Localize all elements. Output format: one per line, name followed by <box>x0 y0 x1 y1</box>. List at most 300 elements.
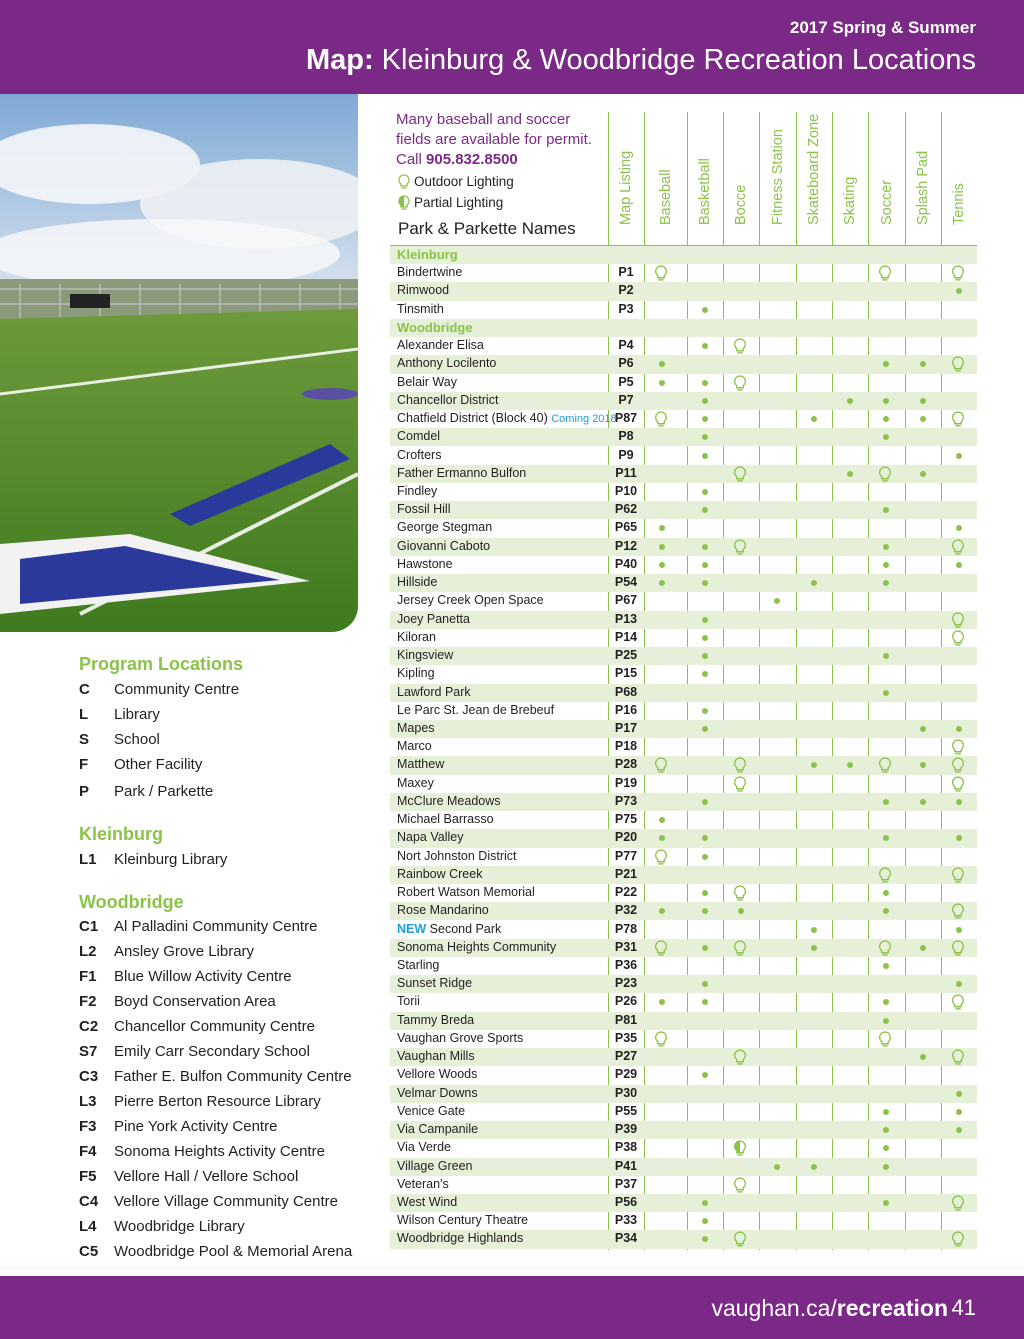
facility-cell <box>723 556 759 574</box>
map-listing: P5 <box>618 374 634 389</box>
available-dot-icon <box>883 799 889 805</box>
outdoor-lighting-icon <box>951 630 965 647</box>
park-name-text: Tinsmith <box>397 301 444 316</box>
facility-cell <box>941 975 977 993</box>
facility-cell <box>723 1048 759 1066</box>
outdoor-lighting-icon <box>951 539 965 556</box>
facility-cell <box>796 392 832 410</box>
available-dot-icon <box>659 908 665 914</box>
facility-cell <box>832 282 868 300</box>
facility-cell <box>905 1030 941 1048</box>
available-dot-icon <box>702 1218 708 1224</box>
facility-cell <box>832 902 868 920</box>
facility-cell <box>941 1030 977 1048</box>
facility-cell <box>832 811 868 829</box>
outdoor-lighting-icon <box>878 757 892 774</box>
facility-cell <box>796 465 832 483</box>
park-name-text: Hawstone <box>397 556 453 571</box>
outdoor-lighting-icon <box>733 539 747 556</box>
map-listing: P25 <box>614 648 638 663</box>
facility-cell <box>905 1194 941 1212</box>
map-listing: P35 <box>614 1030 638 1045</box>
table-row <box>390 793 977 811</box>
facility-cell <box>687 811 723 829</box>
location-code: L4 <box>79 1218 97 1235</box>
available-dot-icon <box>702 945 708 951</box>
facility-cell <box>796 337 832 355</box>
map-listing: P87 <box>614 411 638 426</box>
facility-cell <box>868 428 904 446</box>
facility-cell <box>644 264 680 282</box>
woodbridge-location-item <box>79 1068 352 1085</box>
park-name-text: Village Green <box>397 1158 473 1173</box>
park-name <box>397 685 471 699</box>
page-title <box>306 44 976 77</box>
facility-cell <box>868 957 904 975</box>
facility-cell <box>796 447 832 465</box>
facility-cell <box>796 1158 832 1176</box>
map-listing: P75 <box>614 812 638 827</box>
park-name-text: George Stegman <box>397 520 493 535</box>
map-listing: P15 <box>614 666 638 681</box>
location-label: Community Centre <box>114 681 240 698</box>
facility-cell <box>941 939 977 957</box>
facility-cell <box>905 848 941 866</box>
location-code: F <box>79 756 89 773</box>
facility-cell <box>941 756 977 774</box>
facility-cell <box>941 264 977 282</box>
woodbridge-location-item <box>79 1168 298 1185</box>
facility-cell <box>723 975 759 993</box>
park-name <box>397 776 434 790</box>
facility-cell <box>796 684 832 702</box>
park-name-text: Vaughan Mills <box>397 1049 475 1064</box>
available-dot-icon <box>883 562 889 568</box>
facility-cell <box>832 1212 868 1230</box>
park-name <box>397 757 444 771</box>
location-label: Woodbridge Library <box>114 1218 245 1235</box>
available-dot-icon <box>956 562 962 568</box>
facility-cell <box>759 428 795 446</box>
facility-cell <box>832 1230 868 1248</box>
available-dot-icon <box>883 580 889 586</box>
partial-lighting-icon <box>398 195 410 211</box>
available-dot-icon <box>883 416 889 422</box>
facility-cell <box>832 647 868 665</box>
location-code: C5 <box>79 1243 99 1260</box>
facility-cell <box>759 1121 795 1139</box>
available-dot-icon <box>956 525 962 531</box>
map-listing: P33 <box>614 1213 638 1228</box>
park-name-text: Robert Watson Memorial <box>397 885 535 900</box>
map-listing: P31 <box>614 939 638 954</box>
available-dot-icon <box>811 927 817 933</box>
park-name-text: Giovanni Caboto <box>397 538 491 553</box>
table-row <box>390 811 977 829</box>
facility-cell <box>905 556 941 574</box>
available-dot-icon <box>883 1018 889 1024</box>
available-dot-icon <box>956 1109 962 1115</box>
facility-cell <box>759 647 795 665</box>
available-dot-icon <box>920 799 926 805</box>
facility-cell <box>905 829 941 847</box>
facility-cell <box>796 1012 832 1030</box>
facility-cell <box>868 939 904 957</box>
park-name <box>397 1049 475 1063</box>
location-code: P <box>79 783 90 800</box>
map-listing: P77 <box>614 848 638 863</box>
facility-cell <box>796 975 832 993</box>
location-label: Al Palladini Community Centre <box>114 918 318 935</box>
facility-cell <box>723 921 759 939</box>
available-dot-icon <box>883 507 889 513</box>
park-name <box>397 1067 477 1081</box>
facility-cell <box>941 811 977 829</box>
table-row <box>390 355 977 373</box>
map-listing: P40 <box>614 556 638 571</box>
facility-cell <box>723 374 759 392</box>
facility-cell <box>687 1176 723 1194</box>
facility-cell <box>941 465 977 483</box>
park-name <box>397 958 439 972</box>
facility-cell <box>759 501 795 519</box>
facility-cell <box>644 392 680 410</box>
facility-cell <box>868 1012 904 1030</box>
facility-cell <box>644 447 680 465</box>
available-dot-icon <box>956 1127 962 1133</box>
facility-cell <box>687 1012 723 1030</box>
table-row <box>390 939 977 957</box>
available-dot-icon <box>811 580 817 586</box>
location-label: Kleinburg Library <box>114 851 228 868</box>
legend-outdoor-label: Outdoor Lighting <box>414 174 514 189</box>
facility-cell <box>644 282 680 300</box>
facility-cell <box>832 592 868 610</box>
available-dot-icon <box>702 416 708 422</box>
facility-cell <box>832 519 868 537</box>
facility-cell <box>644 884 680 902</box>
column-header-label: Basketball <box>697 158 713 225</box>
facility-cell <box>868 410 904 428</box>
column-header <box>644 112 687 245</box>
park-name-text: Joey Panetta <box>397 611 470 626</box>
legend-partial-label: Partial Lighting <box>414 195 504 210</box>
park-name-text: Lawford Park <box>397 684 471 699</box>
facility-cell <box>759 629 795 647</box>
facility-cell <box>868 1103 904 1121</box>
available-dot-icon <box>883 1164 889 1170</box>
facility-cell <box>905 975 941 993</box>
facility-cell <box>941 611 977 629</box>
woodbridge-location-item <box>79 1093 321 1110</box>
facility-cell <box>832 829 868 847</box>
park-name <box>397 1013 474 1027</box>
table-row <box>390 282 977 300</box>
table-row <box>390 556 977 574</box>
available-dot-icon <box>702 890 708 896</box>
outdoor-lighting-icon <box>878 867 892 884</box>
table-row <box>390 1048 977 1066</box>
facility-cell <box>723 282 759 300</box>
facility-cell <box>905 465 941 483</box>
park-name <box>397 520 492 534</box>
coming-note: Coming 2018 <box>551 413 617 426</box>
facility-cell <box>868 355 904 373</box>
facility-cell <box>759 592 795 610</box>
outdoor-lighting-icon <box>654 411 668 428</box>
facility-cell <box>723 684 759 702</box>
facility-cell <box>644 921 680 939</box>
facility-cell <box>941 993 977 1011</box>
table-row <box>390 574 977 592</box>
park-name-text: Michael Barrasso <box>397 812 494 827</box>
facility-cell <box>687 866 723 884</box>
park-name-text: Velmar Downs <box>397 1085 478 1100</box>
available-dot-icon <box>702 708 708 714</box>
facility-cell <box>941 702 977 720</box>
facility-cell <box>905 756 941 774</box>
park-name <box>397 484 437 498</box>
new-badge: NEW <box>397 921 427 936</box>
facility-cell <box>644 902 680 920</box>
available-dot-icon <box>883 653 889 659</box>
outdoor-lighting-icon <box>654 940 668 957</box>
park-name-text: Anthony Locilento <box>397 356 497 371</box>
facility-cell <box>832 939 868 957</box>
location-code: S <box>79 731 90 748</box>
facility-cell <box>687 465 723 483</box>
facility-cell <box>832 483 868 501</box>
facility-cell <box>905 355 941 373</box>
facility-cell <box>905 501 941 519</box>
facility-cell <box>759 684 795 702</box>
column-header-label: Tennis <box>951 183 967 225</box>
location-label: School <box>114 731 160 748</box>
facility-cell <box>796 1194 832 1212</box>
facility-cell <box>941 519 977 537</box>
facility-cell <box>759 483 795 501</box>
facility-cell <box>687 374 723 392</box>
facility-cell <box>687 538 723 556</box>
page-header <box>0 0 1024 94</box>
table-row <box>390 592 977 610</box>
park-name-text: Kipling <box>397 666 435 681</box>
table-row <box>390 829 977 847</box>
facility-cell <box>644 957 680 975</box>
column-header <box>796 112 832 245</box>
map-listing: P16 <box>614 702 638 717</box>
map-listing: P20 <box>614 830 638 845</box>
facility-cell <box>644 993 680 1011</box>
facility-cell <box>868 556 904 574</box>
facility-cell <box>796 793 832 811</box>
table-row <box>390 501 977 519</box>
park-name <box>397 1140 451 1154</box>
park-name <box>397 849 516 863</box>
outdoor-lighting-icon <box>878 1031 892 1048</box>
park-name-text: Kiloran <box>397 629 436 644</box>
outdoor-lighting-icon <box>733 757 747 774</box>
facility-cell <box>796 574 832 592</box>
facility-cell <box>687 829 723 847</box>
park-name <box>397 630 436 644</box>
available-dot-icon <box>920 726 926 732</box>
facility-cell <box>868 447 904 465</box>
available-dot-icon <box>811 762 817 768</box>
facility-cell <box>796 1066 832 1084</box>
facility-cell <box>868 1212 904 1230</box>
available-dot-icon <box>702 981 708 987</box>
facility-cell <box>687 1158 723 1176</box>
facility-cell <box>905 1085 941 1103</box>
park-name <box>397 1159 473 1173</box>
outdoor-lighting-icon <box>733 1177 747 1194</box>
facility-cell <box>941 1158 977 1176</box>
facility-cell <box>868 1030 904 1048</box>
facility-cell <box>941 447 977 465</box>
page-number: 41 <box>951 1295 976 1320</box>
park-name <box>397 283 449 297</box>
table-row <box>390 720 977 738</box>
map-listing: P10 <box>614 483 638 498</box>
outdoor-lighting-icon <box>733 940 747 957</box>
available-dot-icon <box>883 1200 889 1206</box>
facility-cell <box>832 447 868 465</box>
facility-cell <box>644 465 680 483</box>
facility-cell <box>759 355 795 373</box>
facility-cell <box>723 811 759 829</box>
park-name-text: Vellore Woods <box>397 1067 478 1082</box>
facility-cell <box>759 1012 795 1030</box>
available-dot-icon <box>659 544 665 550</box>
park-name-text: Rose Mandarino <box>397 903 489 918</box>
park-name-text: Starling <box>397 957 440 972</box>
facility-cell <box>644 684 680 702</box>
facility-cell <box>759 902 795 920</box>
facility-cell <box>905 592 941 610</box>
available-dot-icon <box>702 434 708 440</box>
website-url <box>711 1295 948 1322</box>
facility-cell <box>832 1194 868 1212</box>
available-dot-icon <box>956 453 962 459</box>
facility-cell <box>644 811 680 829</box>
park-name <box>397 1231 523 1245</box>
kleinburg-location-item <box>79 851 227 868</box>
facility-cell <box>796 483 832 501</box>
location-label: Other Facility <box>114 756 203 773</box>
facility-cell <box>759 793 795 811</box>
park-name <box>397 648 453 662</box>
available-dot-icon <box>702 507 708 513</box>
table-row <box>390 1066 977 1084</box>
available-dot-icon <box>956 835 962 841</box>
map-listing: P14 <box>614 629 638 644</box>
facility-cell <box>941 556 977 574</box>
park-name-text: Findley <box>397 483 438 498</box>
location-code: C <box>79 681 90 698</box>
park-name <box>397 1122 478 1136</box>
woodbridge-location-item <box>79 1218 245 1235</box>
facility-cell <box>759 374 795 392</box>
facility-cell <box>832 720 868 738</box>
facility-cell <box>759 975 795 993</box>
facility-cell <box>644 665 680 683</box>
facility-cell <box>759 957 795 975</box>
facility-cell <box>644 1176 680 1194</box>
facility-cell <box>796 775 832 793</box>
facility-cell <box>687 501 723 519</box>
facility-cell <box>868 647 904 665</box>
location-label: Emily Carr Secondary School <box>114 1043 310 1060</box>
available-dot-icon <box>702 1236 708 1242</box>
outdoor-lighting-icon <box>951 265 965 282</box>
location-code: F1 <box>79 968 97 985</box>
park-name <box>397 593 544 607</box>
facility-cell <box>832 501 868 519</box>
facility-cell <box>868 1048 904 1066</box>
facility-cell <box>644 501 680 519</box>
facility-cell <box>687 684 723 702</box>
facility-cell <box>832 793 868 811</box>
location-code: F2 <box>79 993 97 1010</box>
table-row <box>390 1030 977 1048</box>
park-name-text: Chatfield District (Block 40) <box>397 411 548 426</box>
location-label: Pine York Activity Centre <box>114 1118 278 1135</box>
title-prefix: Map: <box>305 44 374 76</box>
facility-cell <box>644 848 680 866</box>
available-dot-icon <box>883 890 889 896</box>
facility-cell <box>832 1030 868 1048</box>
facility-cell <box>759 465 795 483</box>
facility-cell <box>796 1121 832 1139</box>
park-name-text: Bindertwine <box>397 265 463 280</box>
facility-cell <box>644 592 680 610</box>
facility-cell <box>832 410 868 428</box>
park-name-text: Crofters <box>397 447 442 462</box>
park-name <box>397 721 435 735</box>
location-label: Woodbridge Pool & Memorial Arena <box>114 1243 353 1260</box>
facility-cell <box>759 282 795 300</box>
facility-cell <box>796 866 832 884</box>
location-label: Park / Parkette <box>114 783 214 800</box>
available-dot-icon <box>883 1145 889 1151</box>
facility-cell <box>687 993 723 1011</box>
available-dot-icon <box>659 999 665 1005</box>
map-listing: P37 <box>614 1176 638 1191</box>
facility-cell <box>723 647 759 665</box>
facility-cell <box>905 428 941 446</box>
available-dot-icon <box>920 416 926 422</box>
available-dot-icon <box>956 288 962 294</box>
facility-cell <box>723 993 759 1011</box>
partial-lighting-icon <box>733 1140 747 1157</box>
facility-cell <box>832 884 868 902</box>
facility-cell <box>759 264 795 282</box>
available-dot-icon <box>883 690 889 696</box>
facility-cell <box>868 1158 904 1176</box>
outdoor-lighting-icon <box>733 1049 747 1066</box>
facility-cell <box>644 337 680 355</box>
facility-cell <box>868 282 904 300</box>
map-listing: P26 <box>614 994 638 1009</box>
woodbridge-title: Woodbridge <box>79 892 184 912</box>
facility-cell <box>905 1012 941 1030</box>
available-dot-icon <box>774 1164 780 1170</box>
facility-cell <box>905 720 941 738</box>
available-dot-icon <box>659 525 665 531</box>
park-name-text: Rimwood <box>397 283 450 298</box>
available-dot-icon <box>920 945 926 951</box>
